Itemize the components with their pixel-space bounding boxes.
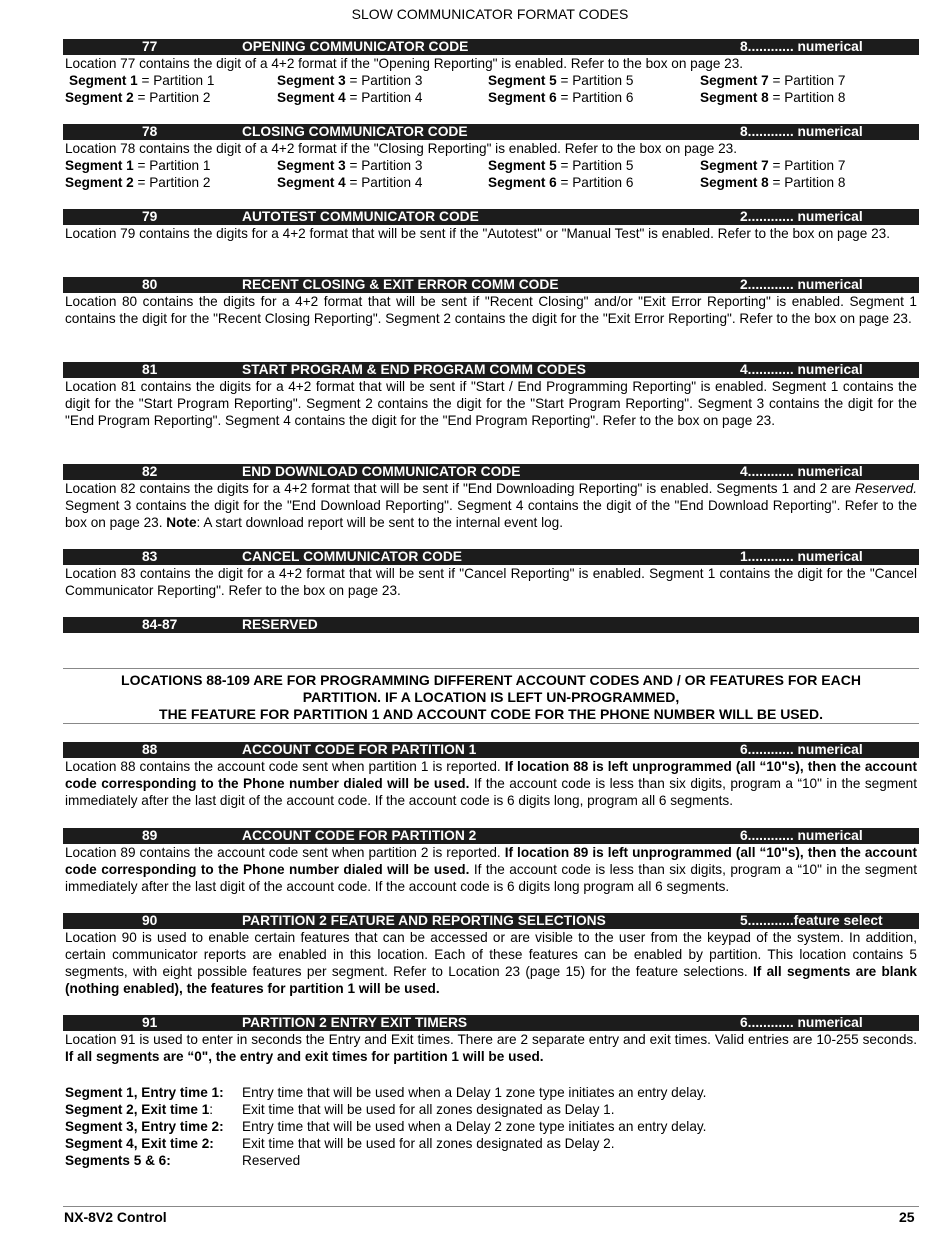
partition-notice: LOCATIONS 88-109 ARE FOR PROGRAMMING DIFFERENT ACCOUNT CODES AND / OR FEATURES FOR EACH PARTITION. IF A LOCATION IS LEFT UN-PROGRAMMED, THE FEATURE FOR PARTITION 1 AND ACCOUNT CODE FOR THE PHONE NUMBER WILL BE USED. xyxy=(121,672,861,722)
location-91-section xyxy=(63,1015,919,1065)
section-header-bar xyxy=(63,1015,919,1031)
location-number: 83 xyxy=(142,549,158,564)
location-78-section xyxy=(63,124,919,191)
location-79-section xyxy=(63,209,919,242)
segment-entry: Segment 6 = Partition 6 xyxy=(488,90,634,105)
section-header-bar xyxy=(63,828,919,844)
section-header-bar xyxy=(63,913,919,929)
section-header-bar xyxy=(63,277,919,293)
timer-segment-row xyxy=(65,1135,765,1152)
segment-count-type: 2............ numerical xyxy=(740,209,863,224)
segment-entry: Segment 4 = Partition 4 xyxy=(277,175,423,190)
location-number: 77 xyxy=(142,39,158,54)
segment-entry: Segment 1 = Partition 1 xyxy=(65,158,211,173)
location-title: ACCOUNT CODE FOR PARTITION 2 xyxy=(242,828,477,843)
segment-entry: Segment 7 = Partition 7 xyxy=(700,158,846,173)
timer-segment-row xyxy=(65,1101,765,1118)
timer-segment-value: Entry time that will be used when a Delay 1 zone type initiates an entry delay. xyxy=(242,1085,707,1100)
segment-count-type: 8............ numerical xyxy=(740,124,863,139)
segment-entry: Segment 8 = Partition 8 xyxy=(700,175,846,190)
location-84-87-section xyxy=(63,617,919,633)
location-number: 81 xyxy=(142,362,158,377)
location-description: Location 89 contains the account code sent when partition 2 is reported. If location 89 is left unprogrammed (all “10"s), then the account code corresponding to the Phone number dialed will be used. If the account code is less than six digits, program a “10" in the segment immediately after the last digit of the account code. If the account code is 6 digits long program all 6 segments. xyxy=(65,845,917,894)
segment-row xyxy=(63,157,919,174)
location-title: START PROGRAM & END PROGRAM COMM CODES xyxy=(242,362,586,377)
location-description: Location 91 is used to enter in seconds the Entry and Exit times. There are 2 separate entry and exit times. Valid entries are 10-255 seconds. If all segments are “0", the entry and exit times for partition 1 will be used. xyxy=(65,1032,917,1064)
section-header-bar xyxy=(63,39,919,55)
segment-entry: Segment 3 = Partition 3 xyxy=(277,73,423,88)
location-title: RECENT CLOSING & EXIT ERROR COMM CODE xyxy=(242,277,559,292)
location-description: Location 77 contains the digit of a 4+2 format if the "Opening Reporting" is enabled. Refer to the box on page 23. xyxy=(65,56,744,71)
location-90-section xyxy=(63,913,919,997)
location-number: 88 xyxy=(142,742,158,757)
segment-count-type: 4............ numerical xyxy=(740,464,863,479)
segment-count-type: 6............ numerical xyxy=(740,828,863,843)
location-number: 78 xyxy=(142,124,158,139)
segment-row xyxy=(63,89,919,106)
location-77-section xyxy=(63,39,919,106)
segment-entry: Segment 7 = Partition 7 xyxy=(700,73,846,88)
location-title: PARTITION 2 ENTRY EXIT TIMERS xyxy=(242,1015,468,1030)
location-title: END DOWNLOAD COMMUNICATOR CODE xyxy=(242,464,521,479)
timer-segment-value: Entry time that will be used when a Delay 2 zone type initiates an entry delay. xyxy=(242,1119,707,1134)
segment-entry: Segment 3 = Partition 3 xyxy=(277,158,423,173)
location-title: CLOSING COMMUNICATOR CODE xyxy=(242,124,468,139)
location-number: 89 xyxy=(142,828,158,843)
location-description: Location 79 contains the digits for a 4+2 format that will be sent if the "Autotest" or "Manual Test" is enabled. Refer to the box on page 23. xyxy=(65,226,890,241)
location-title: AUTOTEST COMMUNICATOR CODE xyxy=(242,209,479,224)
location-description: Location 83 contains the digit for a 4+2 format that will be sent if "Cancel Reporting" is enabled. Segment 1 contains the digit for the "Cancel Communicator Reporting". Refer to the box on page 23. xyxy=(65,566,917,598)
location-title: CANCEL COMMUNICATOR CODE xyxy=(242,549,462,564)
segment-entry: Segment 1 = Partition 1 xyxy=(69,73,215,88)
location-82-section xyxy=(63,464,919,531)
timer-segment-label: Segment 1, Entry time 1: xyxy=(65,1085,224,1100)
location-title: OPENING COMMUNICATOR CODE xyxy=(242,39,469,54)
location-number: 91 xyxy=(142,1015,158,1030)
location-description: Location 81 contains the digits for a 4+2 format that will be sent if "Start / End Programming Reporting" is enabled. Segment 1 contains the digit for the "Start Program Reporting". Segment 2 contains the digit for the "Start Program Reporting". Segment 3 contains the digit for the "End Program Reporting". Segment 4 contains the digit for the "End Program Reporting". Refer to the box on page 23. xyxy=(65,379,917,428)
page-number: 25 xyxy=(899,1209,915,1225)
location-number: 82 xyxy=(142,464,158,479)
segment-entry: Segment 2 = Partition 2 xyxy=(65,175,211,190)
location-description: Location 90 is used to enable certain features that can be accessed or are visible to the user from the keypad of the system. In addition, certain communicator reports are enabled in this location. Each of these features can be enabled by partition. This location contains 5 segments, with eight possible features per segment. Refer to Location 23 (page 15) for the feature selections. If all segments are blank (nothing enabled), the features for partition 1 will be used. xyxy=(65,930,917,996)
section-header-bar xyxy=(63,124,919,140)
segment-count-type: 4............ numerical xyxy=(740,362,863,377)
segment-entry: Segment 5 = Partition 5 xyxy=(488,158,634,173)
segment-count-type: 6............ numerical xyxy=(740,742,863,757)
location-number: 79 xyxy=(142,209,158,224)
timer-segment-row xyxy=(65,1084,765,1101)
segment-entry: Segment 4 = Partition 4 xyxy=(277,90,423,105)
footer-product: NX-8V2 Control xyxy=(64,1209,167,1225)
segment-count-type: 1............ numerical xyxy=(740,549,863,564)
section-header-bar xyxy=(63,549,919,565)
timer-segment-label: Segment 2, Exit time 1: xyxy=(65,1102,214,1117)
location-number: 80 xyxy=(142,277,158,292)
location-number: 90 xyxy=(142,913,158,928)
section-header-bar xyxy=(63,464,919,480)
location-number: 84-87 xyxy=(142,617,178,632)
timer-segment-value: Exit time that will be used for all zones designated as Delay 1. xyxy=(242,1102,615,1117)
section-header-bar xyxy=(63,742,919,758)
segment-count-type: 2............ numerical xyxy=(740,277,863,292)
timer-segment-row xyxy=(65,1152,765,1169)
segment-entry: Segment 2 = Partition 2 xyxy=(65,90,211,105)
location-description: Location 80 contains the digits for a 4+2 format that will be sent if "Recent Closing" and/or "Exit Error Reporting" is enabled. Segment 1 contains the digit for the "Recent Closing Reporting". Segment 2 contains the digit for the "Exit Error Reporting". Refer to the box on page 23. xyxy=(65,294,917,326)
segment-count-type: 5............feature select xyxy=(740,913,883,928)
timer-segment-value: Reserved xyxy=(242,1153,301,1168)
timer-segment-label: Segment 3, Entry time 2: xyxy=(65,1119,224,1134)
location-80-section xyxy=(63,277,919,327)
segment-count-type: 8............ numerical xyxy=(740,39,863,54)
notice-top-rule xyxy=(63,668,919,669)
location-title: PARTITION 2 FEATURE AND REPORTING SELECTIONS xyxy=(242,913,606,928)
section-header-bar xyxy=(63,209,919,225)
location-description: Location 88 contains the account code sent when partition 1 is reported. If location 88 is left unprogrammed (all “10"s), then the account code corresponding to the Phone number dialed will be used. If the account code is less than six digits, program a “10" in the segment immediately after the last digit of the account code. If the account code is 6 digits long, program all 6 segments. xyxy=(65,759,917,808)
location-81-section xyxy=(63,362,919,429)
location-title: ACCOUNT CODE FOR PARTITION 1 xyxy=(242,742,477,757)
location-83-section xyxy=(63,549,919,599)
segment-count-type: 6............ numerical xyxy=(740,1015,863,1030)
footer-rule xyxy=(63,1206,919,1207)
segment-entry: Segment 6 = Partition 6 xyxy=(488,175,634,190)
section-header-bar xyxy=(63,617,919,633)
location-description: Location 78 contains the digit of a 4+2 format if the "Closing Reporting" is enabled. Refer to the box on page 23. xyxy=(65,141,738,156)
timer-segment-list xyxy=(65,1084,765,1169)
location-89-section xyxy=(63,828,919,895)
segment-entry: Segment 8 = Partition 8 xyxy=(700,90,846,105)
segment-row xyxy=(63,174,919,191)
location-title: RESERVED xyxy=(242,617,318,632)
timer-segment-value: Exit time that will be used for all zones designated as Delay 2. xyxy=(242,1136,615,1151)
segment-row xyxy=(63,72,919,89)
timer-segment-label: Segment 4, Exit time 2: xyxy=(65,1136,214,1151)
section-header-bar xyxy=(63,362,919,378)
timer-segment-label: Segments 5 & 6: xyxy=(65,1153,171,1168)
timer-segment-row xyxy=(65,1118,765,1135)
segment-entry: Segment 5 = Partition 5 xyxy=(488,73,634,88)
location-description: Location 82 contains the digits for a 4+2 format that will be sent if "End Downloading Reporting" is enabled. Segments 1 and 2 are Reserved. Segment 3 contains the digit for the "End Download Reporting". Segment 4 contains the digit of the "End Download Reporting". Refer to the box on page 23. Note: A start download report will be sent to the internal event log. xyxy=(65,481,917,530)
notice-bottom-rule xyxy=(63,723,919,724)
location-88-section xyxy=(63,742,919,809)
page-title: SLOW COMMUNICATOR FORMAT CODES xyxy=(351,6,629,22)
